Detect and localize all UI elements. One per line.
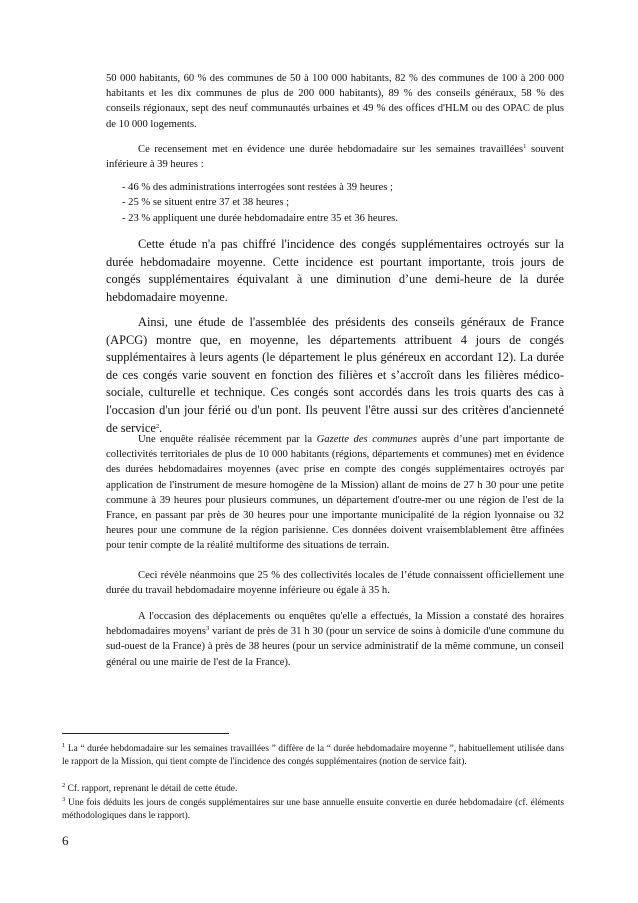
paragraph-continuation: 50 000 habitants, 60 % des communes de 50 à 100 000 habitants, 82 % des communes de 100 à 200 000 habitants et les dix communes de plus de 200 000 habitants), 89 % des conseils généraux, 58 % des conseils régionaux, sept des neuf communautés urbaines et 49 % des offices d'HLM ou des OPAC de plus de 10 000 logements. — [106, 73, 564, 130]
footnote-ref-1: 1 — [523, 143, 527, 150]
footnote-2 — [62, 783, 564, 796]
list-item: - 46 % des administrations interrogées sont restées à 39 heures ; — [122, 182, 393, 193]
paragraph-incidence: Cette étude n'a pas chiffré l'incidence des congés supplémentaires octroyés sur la durée hebdomadaire moyenne. Cette incidence est pourtant importante, trois jours de congés supplémentaires équivalant à une diminution d’une demi-heure de la durée hebdomadaire moyenne. — [106, 237, 564, 304]
paragraph-recensement — [106, 142, 564, 172]
paragraph-text: Une enquête réalisée récemment par la — [138, 434, 317, 445]
footnote-number: 2 — [62, 782, 66, 789]
footnote-number: 3 — [62, 796, 66, 803]
list-item: - 25 % se situent entre 37 et 38 heures ; — [122, 197, 290, 209]
paragraph-text: . — [159, 420, 163, 435]
paragraph-collectivites: Ceci révèle néanmoins que 25 % des collectivités locales de l’étude connaissent officiellement une durée du travail hebdomadaire moyenne inférieure ou égale à 35 h. — [106, 570, 564, 597]
paragraph-text: Ainsi, une étude de l'assemblée des présidents des conseils généraux de France (APCG) montre que, en moyenne, les départements attribuent 4 jours de congés supplémentaires à leurs agents (le département le plus généreux en accordant 12). La durée de ces congés varie souvent en fonction des filières et s’accroît dans les filières médico-sociale, culturelle et technique. Ces congés sont accordés dans les trois quarts des cas à l'occasion d'un jour férié ou d'un pont. Ils peuvent l'être aussi sur des critères d'ancienneté de service — [106, 315, 564, 435]
footnote-ref-3: 3 — [205, 625, 210, 633]
footnote-text: Cf. rapport, reprenant le détail de cette étude. — [65, 784, 238, 794]
footnote-text: Une fois déduits les jours de congés supplémentaires sur une base annuelle ensuite convertie en durée hebdomadaire (cf. éléments méthodologiques dans le rapport). — [62, 798, 564, 822]
list-item: - 23 % appliquent une durée hebdomadaire entre 35 et 36 heures. — [122, 212, 398, 224]
footnote-3 — [62, 797, 564, 824]
footnote-number: 1 — [62, 742, 66, 749]
footnote-1 — [62, 743, 564, 770]
page-number: 6 — [62, 833, 69, 848]
footnote-separator — [62, 733, 229, 734]
footnote-text: La “ durée hebdomadaire sur les semaines travaillées ” diffère de la “ durée hebdomadaire moyenne ”, habituellement utilisée dans le rapport de la Mission, qui tient compte de l'incidence des congés supplémentaires (notion de service fait). — [62, 744, 564, 768]
publication-title: Gazette des communes — [316, 434, 417, 445]
paragraph-apcg — [106, 314, 564, 437]
paragraph-gazette — [106, 432, 564, 554]
paragraph-text: Ce recensement met en évidence une durée hebdomadaire sur les semaines travaillées — [138, 144, 524, 155]
bullet-list — [122, 180, 562, 226]
paragraph-text: A l'occasion des déplacements ou enquêtes qu'elle a effectués, la Mission a constaté des horaires hebdomadaires moyens — [106, 611, 564, 638]
paragraph-text: souvent inférieure à 39 heures : — [106, 144, 564, 171]
paragraph-mission — [106, 609, 564, 670]
paragraph-text: variant de près de 31 h 30 (pour un service de soins à domicile d'une commune du sud-ouest de la France) à près de 38 heures (pour un service administratif de la même commune, un conseil général ou une mairie de l'est de la France). — [106, 626, 564, 668]
paragraph-text: auprès d’une part importante de collectivités territoriales de plus de 10 000 habitants (régions, départements et communes) met en évidence des durées hebdomadaires moyennes (avec prise en compte des congés supplémentaires octroyés par application de l'instrument de mesure homogène de la Mission) allant de moins de 27 h 30 pour une petite commune à 39 heures pour plusieurs communes, un département d'outre-mer ou une région de l'est de la France, en passant par près de 30 heures pour une importante municipalité de la région lyonnaise ou 32 heures pour une commune de la région parisienne. Ces données doivent vraisemblablement être affinées pour tenir compte de la réalité multiforme des situations de terrain. — [106, 434, 564, 552]
footnote-ref-2: 2 — [155, 422, 160, 430]
